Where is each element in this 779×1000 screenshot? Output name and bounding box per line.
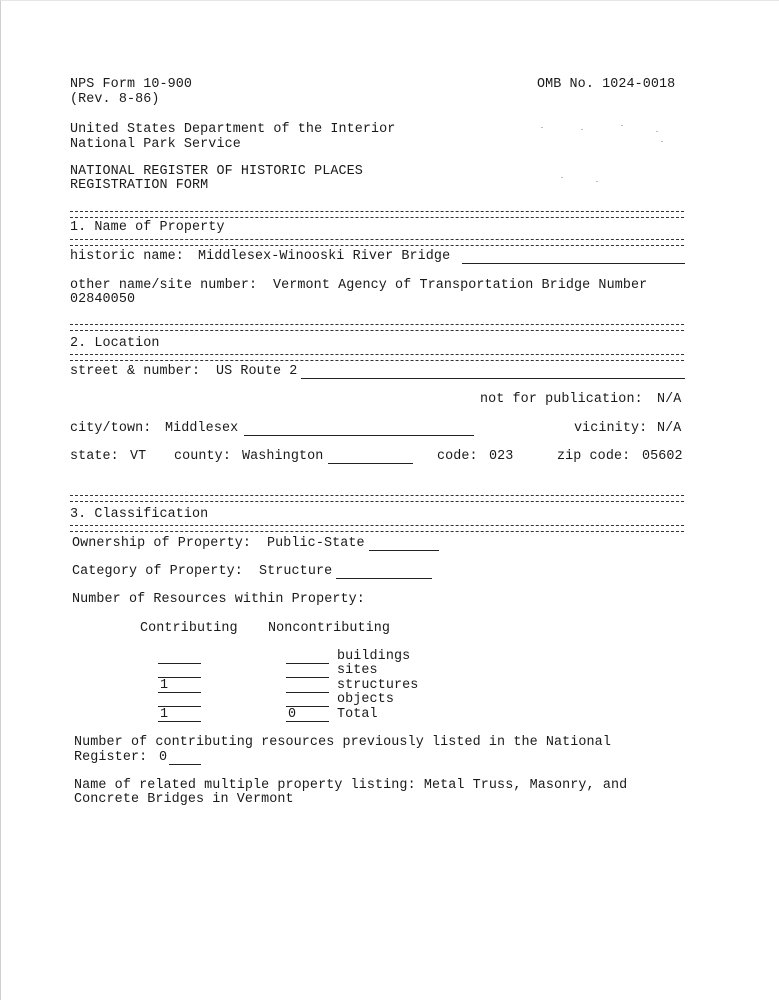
other-name-value: Vermont Agency of Transportation Bridge Number — [273, 278, 648, 293]
multiple-property-listing: Name of related multiple property listing: Metal Truss, Masonry, and — [74, 778, 628, 793]
previously-listed-label: Number of contributing resources previously listed in the National — [74, 735, 611, 750]
noncontributing-blank — [286, 677, 329, 678]
form-number: NPS Form 10-900 — [70, 77, 193, 92]
scan-speck — [661, 141, 663, 142]
scan-speck — [596, 181, 598, 182]
noncontributing-blank — [286, 692, 329, 693]
contributing-count: 1 — [160, 707, 169, 722]
vicinity-label: vicinity: — [574, 421, 648, 436]
noncontributing-blank — [286, 663, 329, 664]
county-value: Washington — [242, 449, 324, 464]
resource-type-label: sites — [337, 663, 378, 678]
form-title: REGISTRATION FORM — [70, 178, 209, 193]
state-label: state: — [70, 449, 119, 464]
section-rule — [70, 324, 684, 331]
section1-heading: 1. Name of Property — [70, 220, 225, 235]
previously-listed-value: 0 — [159, 750, 168, 765]
zip-label: zip code: — [557, 449, 631, 464]
register-label: Register: — [74, 750, 148, 765]
omb-number: OMB No. 1024-0018 — [537, 77, 676, 92]
section2-heading: 2. Location — [70, 336, 160, 351]
scan-speck — [581, 129, 583, 130]
historic-name-label: historic name: — [70, 249, 184, 264]
not-for-publication-label: not for publication: — [480, 392, 643, 407]
ownership-value: Public-State — [267, 536, 365, 551]
ownership-label: Ownership of Property: — [72, 536, 251, 551]
section-rule — [70, 525, 684, 532]
section-rule — [70, 211, 684, 218]
category-label: Category of Property: — [72, 564, 243, 579]
section3-heading: 3. Classification — [70, 507, 209, 522]
historic-name-value: Middlesex-Winooski River Bridge — [198, 249, 451, 264]
noncontributing-column-header: Noncontributing — [268, 621, 391, 636]
section-rule — [70, 495, 684, 502]
code-label: code: — [437, 449, 478, 464]
section-rule — [70, 239, 684, 246]
street-label: street & number: — [70, 364, 201, 379]
blank-line — [169, 764, 201, 765]
resource-type-label: objects — [337, 692, 394, 707]
scan-speck — [541, 127, 543, 128]
form-revision: (Rev. 8-86) — [70, 92, 160, 107]
service-name: National Park Service — [70, 137, 241, 152]
scan-speck — [621, 125, 623, 126]
street-value: US Route 2 — [216, 364, 298, 379]
contributing-count: 1 — [160, 678, 169, 693]
multiple-property-listing-continued: Concrete Bridges in Vermont — [74, 792, 294, 807]
department-name: United States Department of the Interior — [70, 122, 396, 137]
category-value: Structure — [259, 564, 333, 579]
blank-line — [328, 463, 413, 464]
not-for-publication-value: N/A — [657, 392, 682, 407]
register-title: NATIONAL REGISTER OF HISTORIC PLACES — [70, 164, 363, 179]
zip-value: 05602 — [642, 449, 683, 464]
state-value: VT — [130, 449, 147, 464]
other-name-value-continued: 02840050 — [70, 292, 136, 307]
resource-type-label: Total — [337, 707, 378, 722]
scan-speck — [561, 177, 563, 178]
other-name-label: other name/site number: — [70, 278, 258, 293]
blank-line — [301, 378, 685, 379]
code-value: 023 — [489, 449, 514, 464]
blank-line — [462, 263, 685, 264]
blank-line — [336, 578, 432, 579]
resource-type-label: structures — [337, 678, 419, 693]
resources-label: Number of Resources within Property: — [72, 592, 365, 607]
city-value: Middlesex — [165, 421, 239, 436]
blank-line — [369, 550, 439, 551]
contributing-column-header: Contributing — [140, 621, 238, 636]
city-label: city/town: — [70, 421, 152, 436]
resource-type-label: buildings — [337, 649, 411, 664]
section-rule — [70, 354, 684, 361]
vicinity-value: N/A — [657, 421, 682, 436]
contributing-blank — [158, 663, 201, 664]
scan-speck — [656, 131, 658, 132]
blank-line — [244, 435, 474, 436]
noncontributing-count: 0 — [288, 707, 297, 722]
county-label: county: — [174, 449, 231, 464]
